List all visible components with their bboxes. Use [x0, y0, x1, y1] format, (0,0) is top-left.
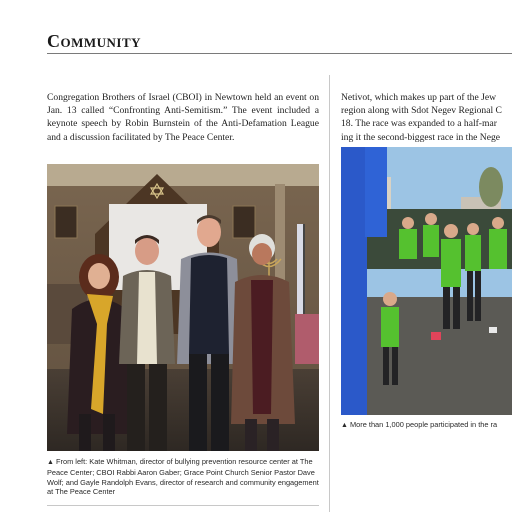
- article-right-body: [341, 91, 512, 144]
- caption-left-text: From left: Kate Whitman, director of bullying prevention resource center at The Peace Center; CBOI Rabbi Aaron Gaber; Grace Point Church Senior Pastor Dave Wolf; and Gayle Randolph Evans, director of research and community engagement at The Peace Center: [47, 457, 319, 497]
- article-left-body: Congregation Brothers of Israel (CBOI) in Newtown held an event on Jan. 13 called “Confronting Anti-Semitism.” The event included a keynote speech by Robin Burnstein of the Anti-Defamation League and a discussion facilitated by The Peace Center.: [47, 92, 319, 143]
- article-right-line: ing it the second-biggest race in the Nege: [341, 131, 501, 143]
- caption-marker-icon: ▲: [341, 422, 348, 429]
- photo-caption-left: [47, 457, 321, 497]
- photo-caption-right: [341, 420, 512, 431]
- article-right-line: 18. The race was expanded to a half-mar: [341, 118, 497, 130]
- title-rule: [47, 53, 512, 54]
- column-divider: [329, 75, 330, 512]
- article-right-line: Netivot, which makes up part of the Jew: [341, 92, 497, 103]
- caption-right-text: More than 1,000 people participated in the ra: [350, 420, 498, 429]
- event-group-photo: [47, 164, 319, 451]
- section-title: Community: [47, 31, 142, 51]
- bottom-rule: [47, 505, 319, 506]
- article-right-line: region along with Sdot Negev Regional C: [341, 105, 502, 117]
- race-photo: [341, 147, 512, 415]
- caption-marker-icon: ▲: [47, 459, 54, 466]
